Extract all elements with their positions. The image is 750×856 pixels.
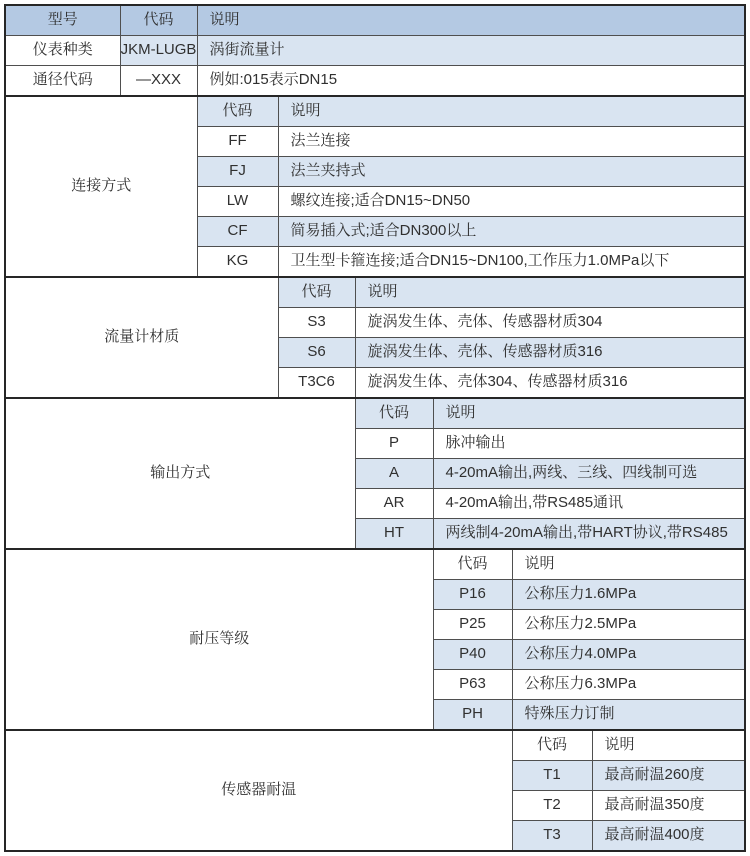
code-cell: P <box>355 429 433 459</box>
code-cell: T3C6 <box>278 368 355 399</box>
table-row <box>5 277 745 308</box>
code-cell: P16 <box>433 580 512 610</box>
table-header-row <box>5 5 745 36</box>
desc-cell: 4-20mA输出,两线、三线、四线制可选 <box>433 459 745 489</box>
row-label-cell: 通径代码 <box>5 66 120 97</box>
model-selection-table <box>4 4 746 852</box>
code-cell: T2 <box>512 791 592 821</box>
desc-cell: 法兰夹持式 <box>278 157 745 187</box>
table-row <box>5 398 745 429</box>
code-cell: FF <box>197 127 278 157</box>
desc-cell: 最高耐温400度 <box>592 821 745 852</box>
column-header-model: 型号 <box>5 5 120 36</box>
desc-cell: 公称压力1.6MPa <box>512 580 745 610</box>
code-cell: HT <box>355 519 433 550</box>
table-row <box>5 96 745 127</box>
table-row <box>5 66 745 97</box>
desc-cell: 旋涡发生体、壳体、传感器材质304 <box>355 308 745 338</box>
sub-header-code: 代码 <box>512 730 592 761</box>
desc-cell: 最高耐温350度 <box>592 791 745 821</box>
code-cell: S3 <box>278 308 355 338</box>
desc-cell: 特殊压力订制 <box>512 700 745 731</box>
desc-cell: 法兰连接 <box>278 127 745 157</box>
sub-header-code: 代码 <box>197 96 278 127</box>
code-cell: A <box>355 459 433 489</box>
section-label-material: 流量计材质 <box>5 277 278 398</box>
section-label-connection: 连接方式 <box>5 96 197 277</box>
code-cell: KG <box>197 247 278 278</box>
desc-cell: 卫生型卡箍连接;适合DN15~DN100,工作压力1.0MPa以下 <box>278 247 745 278</box>
code-cell: JKM-LUGB <box>120 36 197 66</box>
code-cell: T3 <box>512 821 592 852</box>
row-label-cell: 仪表种类 <box>5 36 120 66</box>
sub-header-desc: 说明 <box>355 277 745 308</box>
section-label-output: 输出方式 <box>5 398 355 549</box>
section-label-temperature: 传感器耐温 <box>5 730 512 851</box>
code-cell: P63 <box>433 670 512 700</box>
sub-header-desc: 说明 <box>433 398 745 429</box>
sub-header-desc: 说明 <box>512 549 745 580</box>
table-row <box>5 36 745 66</box>
table-row <box>5 549 745 580</box>
desc-cell: 旋涡发生体、壳体、传感器材质316 <box>355 338 745 368</box>
desc-cell: 公称压力2.5MPa <box>512 610 745 640</box>
desc-cell: 旋涡发生体、壳体304、传感器材质316 <box>355 368 745 399</box>
sub-header-code: 代码 <box>433 549 512 580</box>
sub-header-code: 代码 <box>278 277 355 308</box>
desc-cell: 两线制4-20mA输出,带HART协议,带RS485 <box>433 519 745 550</box>
table-row <box>5 730 745 761</box>
column-header-desc: 说明 <box>197 5 745 36</box>
code-cell: PH <box>433 700 512 731</box>
code-cell: —XXX <box>120 66 197 97</box>
desc-cell: 涡街流量计 <box>197 36 745 66</box>
code-cell: AR <box>355 489 433 519</box>
section-label-pressure: 耐压等级 <box>5 549 433 730</box>
sub-header-code: 代码 <box>355 398 433 429</box>
desc-cell: 公称压力4.0MPa <box>512 640 745 670</box>
desc-cell: 4-20mA输出,带RS485通讯 <box>433 489 745 519</box>
desc-cell: 简易插入式;适合DN300以上 <box>278 217 745 247</box>
desc-cell: 例如:015表示DN15 <box>197 66 745 97</box>
sub-header-desc: 说明 <box>592 730 745 761</box>
code-cell: P25 <box>433 610 512 640</box>
code-cell: P40 <box>433 640 512 670</box>
desc-cell: 最高耐温260度 <box>592 761 745 791</box>
code-cell: LW <box>197 187 278 217</box>
code-cell: T1 <box>512 761 592 791</box>
code-cell: CF <box>197 217 278 247</box>
desc-cell: 脉冲输出 <box>433 429 745 459</box>
code-cell: S6 <box>278 338 355 368</box>
desc-cell: 公称压力6.3MPa <box>512 670 745 700</box>
code-cell: FJ <box>197 157 278 187</box>
sub-header-desc: 说明 <box>278 96 745 127</box>
column-header-code: 代码 <box>120 5 197 36</box>
desc-cell: 螺纹连接;适合DN15~DN50 <box>278 187 745 217</box>
